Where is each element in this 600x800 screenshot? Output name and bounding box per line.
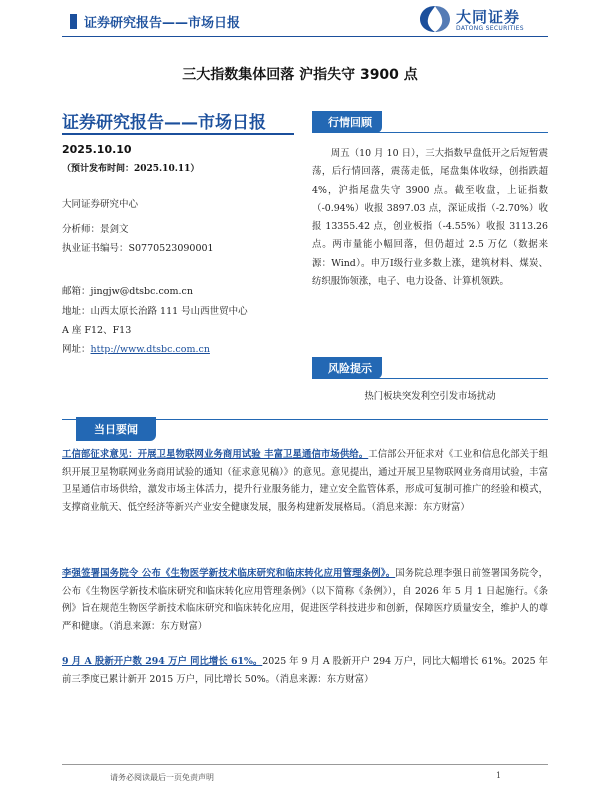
logo-english: DATONG SECURITIES	[456, 25, 524, 32]
header-square-icon	[70, 14, 77, 29]
news-heading[interactable]: 李强签署国务院令 公布《生物医学新技术临床研究和临床转化应用管理条例》。	[62, 568, 396, 579]
datong-logo-icon	[418, 4, 452, 34]
news-section-label: 当日要闻	[76, 417, 156, 441]
news-body: 2025 年 9 月 A 股新开户 294 万户，同比大幅增长 61%。2025 年前三季度已累计新开 2015 万户，同比增长 50%。（消息来源：东方财富）	[62, 656, 548, 685]
header-title: 证券研究报告——市场日报	[84, 16, 241, 31]
footer-divider	[62, 764, 548, 765]
risk-text: 热门板块突发利空引发市场扰动	[364, 391, 496, 402]
risk-label: 风险提示	[312, 357, 382, 379]
website-label: 网址：	[62, 344, 91, 355]
news-body: 国务院总理李强日前签署国务院令，公布《生物医学新技术临床研究和临床转化应用管理条例》（以下简称《条例》），自 2026 年 5 月 1 日起施行。《条例》旨在规范生物医学新技术临床研究和临床转化应用，促进医学科技进步和创新，保障医疗质量安全，维护人的尊严和健康。（消息来源：东方财富）	[62, 568, 548, 633]
expected-release: （预计发布时间：2025.10.11）	[62, 164, 200, 174]
report-date: 2025.10.10	[62, 143, 132, 156]
header-divider	[62, 36, 548, 37]
news-section-header	[62, 419, 548, 442]
email: 邮箱：jingjw@dtsbc.com.cn	[62, 286, 193, 297]
footer-disclaimer: 请务必阅读最后一页免责声明	[110, 773, 214, 782]
news-item	[62, 653, 548, 688]
address-line2: A 座 F12、F13	[62, 325, 132, 336]
logo-chinese: 大同证券	[456, 8, 521, 26]
analyst: 分析师：景剑文	[62, 224, 129, 235]
address-line1: 地址：山西太原长治路 111 号山西世贸中心	[62, 306, 248, 317]
market-review-text: 周五（10 月 10 日），三大指数早盘低开之后短暂震荡，后行情回落，震荡走低，尾盘集体收绿，创指跌超 4%，沪指尾盘失守 3900 点。截至收盘，上证指数（-0.94%）收报 3897.03 点，深证成指（-2.70%）收报 13355.42 点，创业板指（-4.55%）收报 3113.26 点。两市量能小幅回落，但仍超过 2.5 万亿（数据来源：Wind）。申万Ⅰ级行业多数上涨，建筑材料、煤炭、纺织服饰领涨，电子、电力设备、计算机领跌。	[312, 148, 548, 288]
report-title: 证券研究报告——市场日报	[62, 113, 266, 133]
review-label: 行情回顾	[312, 111, 382, 133]
page-headline: 三大指数集体回落 沪指失守 3900 点	[182, 67, 418, 83]
institute: 大同证券研究中心	[62, 199, 139, 210]
news-body: 工信部公开征求对《工业和信息化部关于组织开展卫星物联网业务商用试验的通知（征求意见稿）》的意见。意见提出，通过开展卫星物联网业务商用试验，丰富卫星通信市场供给，激发市场主体活力，提升行业服务能力，建立安全监管体系，形成可复制可推广的经验和模式，支撑商业航天、低空经济等新兴产业安全健康发展，服务构建新发展格局。（消息来源：东方财富）	[62, 449, 548, 514]
news-item	[62, 446, 548, 517]
website-link[interactable]: http://www.dtsbc.com.cn	[90, 344, 210, 355]
news-heading[interactable]: 9 月 A 股新开户数 294 万户 同比增长 61%。	[62, 656, 263, 667]
page-number: 1	[496, 771, 502, 780]
news-heading[interactable]: 工信部征求意见：开展卫星物联网业务商用试验 丰富卫星通信市场供给。	[62, 449, 369, 460]
license-number: 执业证书编号：S0770523090001	[62, 243, 214, 254]
company-logo	[418, 4, 558, 36]
website-row	[62, 341, 210, 355]
title-divider	[62, 133, 294, 135]
news-item	[62, 565, 548, 636]
